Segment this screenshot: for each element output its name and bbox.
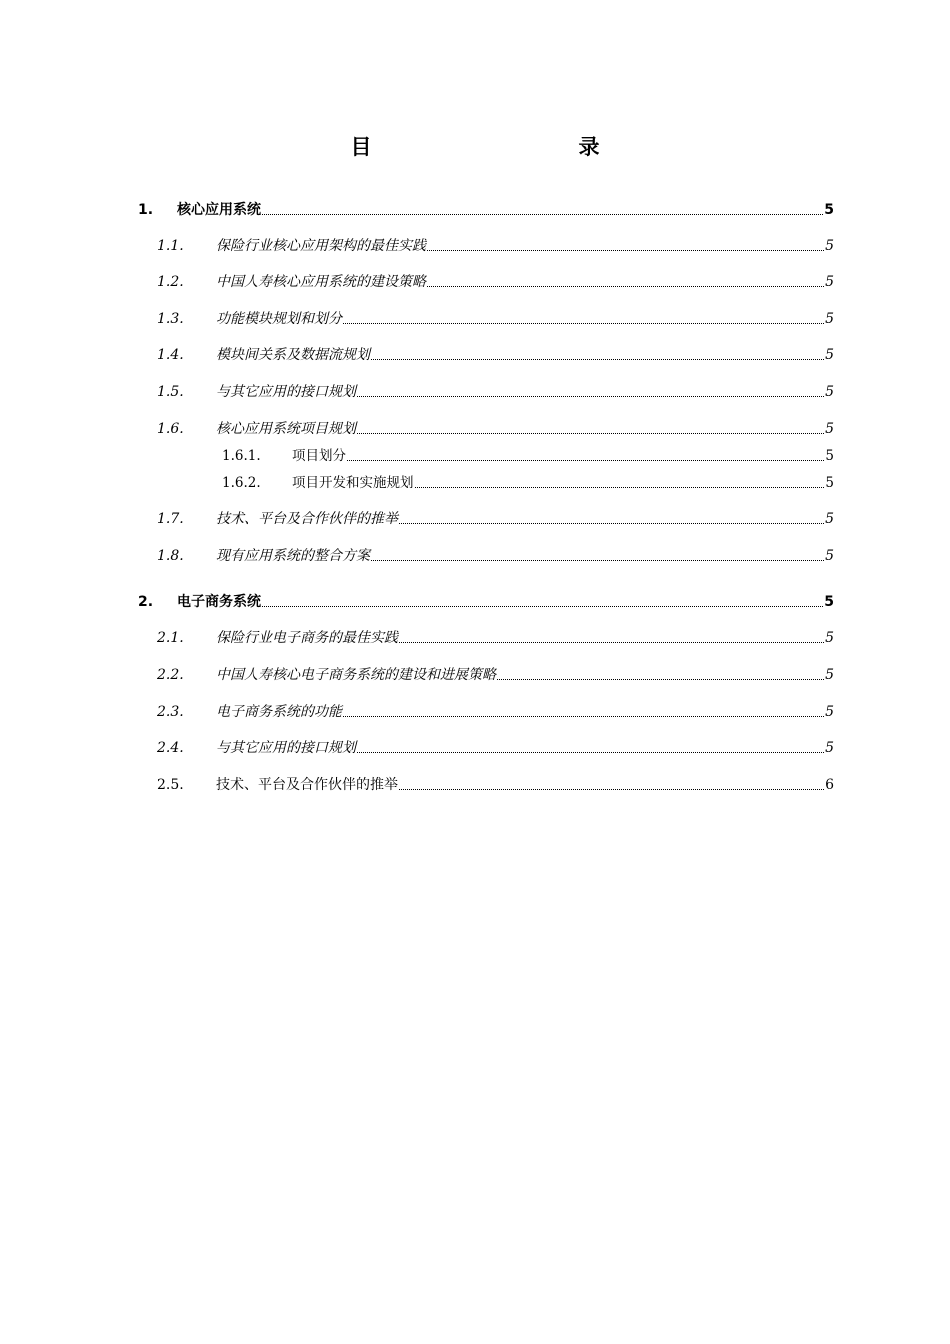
toc-entry[interactable] [157,273,834,291]
toc-entry-page-number: 5 [824,202,834,218]
toc-entry[interactable] [157,420,834,438]
toc-entry-number: 1. [138,202,154,218]
toc-entry-title: 项目开发和实施规划 [292,475,414,491]
toc-entry-title: 技术、平台及合作伙伴的推举 [216,777,398,793]
toc-entry-page-number: 5 [825,421,834,437]
toc-entry-number: 2.3. [157,704,184,720]
toc-entry-number: 1.8. [157,548,184,564]
toc-entry[interactable] [222,474,834,492]
toc-entry-number: 1.4. [157,347,184,363]
toc-entry[interactable] [157,346,834,364]
toc-entry-page-number: 5 [824,594,834,610]
toc-entry-title: 核心应用系统 [177,202,261,218]
toc-entry-page-number: 5 [825,475,834,491]
toc-entry-number: 1.6.1. [222,448,261,464]
toc-entry-title: 现有应用系统的整合方案 [216,548,370,564]
toc-title: 目 录 [350,135,655,159]
toc-entry[interactable] [222,447,834,465]
toc-entry-number: 2.4. [157,740,184,756]
toc-entry[interactable] [157,703,834,721]
toc-dot-leader [427,286,824,287]
toc-entry-number: 2.1. [157,630,184,646]
toc-dot-leader [497,679,824,680]
toc-entry-title: 保险行业电子商务的最佳实践 [216,630,398,646]
toc-dot-leader [427,250,824,251]
toc-entry-title: 电子商务系统 [177,594,261,610]
toc-entry-title: 与其它应用的接口规划 [216,384,356,400]
toc-entry[interactable] [157,776,834,794]
toc-entry-page-number: 6 [825,777,834,793]
toc-entry-page-number: 5 [825,448,834,464]
toc-entry-page-number: 5 [825,630,834,646]
toc-entry-title: 功能模块规划和划分 [216,311,342,327]
toc-dot-leader [343,716,824,717]
toc-entry[interactable] [138,201,834,219]
toc-entry-number: 1.5. [157,384,184,400]
toc-entry-title: 项目划分 [292,448,346,464]
toc-dot-leader [399,789,824,790]
toc-entry[interactable] [157,666,834,684]
toc-entry-page-number: 5 [825,740,834,756]
toc-entry-title: 模块间关系及数据流规划 [216,347,370,363]
toc-entry[interactable] [157,383,834,401]
toc-entry-title: 与其它应用的接口规划 [216,740,356,756]
toc-entry-number: 1.6. [157,421,184,437]
toc-entry-title: 保险行业核心应用架构的最佳实践 [216,238,426,254]
toc-entry-page-number: 5 [825,511,834,527]
toc-entry-number: 2. [138,594,154,610]
toc-entry-page-number: 5 [825,274,834,290]
toc-entry[interactable] [157,310,834,328]
toc-entry[interactable] [138,593,834,611]
toc-dot-leader [357,396,824,397]
toc-entry-number: 1.7. [157,511,184,527]
toc-entry-title: 中国人寿核心应用系统的建设策略 [216,274,426,290]
toc-entry[interactable] [157,510,834,528]
toc-entry[interactable] [157,547,834,565]
toc-entry-number: 2.5. [157,777,184,793]
toc-dot-leader [357,752,824,753]
toc-entry-page-number: 5 [825,548,834,564]
toc-dot-leader [357,433,824,434]
toc-entry-title: 电子商务系统的功能 [216,704,342,720]
toc-dot-leader [399,642,824,643]
toc-dot-leader [371,560,824,561]
toc-dot-leader [262,606,823,607]
toc-entry-number: 2.2. [157,667,184,683]
toc-dot-leader [262,214,823,215]
toc-entry-page-number: 5 [825,667,834,683]
toc-entry-page-number: 5 [825,238,834,254]
toc-dot-leader [343,323,824,324]
toc-entry-title: 核心应用系统项目规划 [216,421,356,437]
toc-entry-number: 1.6.2. [222,475,261,491]
toc-entry-title: 中国人寿核心电子商务系统的建设和进展策略 [216,667,496,683]
toc-dot-leader [415,487,825,488]
toc-dot-leader [371,359,824,360]
toc-entry[interactable] [157,739,834,757]
toc-entry-page-number: 5 [825,704,834,720]
toc-entry-page-number: 5 [825,384,834,400]
toc-entry-number: 1.2. [157,274,184,290]
toc-dot-leader [347,460,824,461]
toc-entry-number: 1.1. [157,238,184,254]
toc-entry-number: 1.3. [157,311,184,327]
toc-entry[interactable] [157,237,834,255]
toc-entry-title: 技术、平台及合作伙伴的推举 [216,511,398,527]
toc-entry-page-number: 5 [825,347,834,363]
toc-entry[interactable] [157,629,834,647]
toc-dot-leader [399,523,824,524]
toc-entry-page-number: 5 [825,311,834,327]
